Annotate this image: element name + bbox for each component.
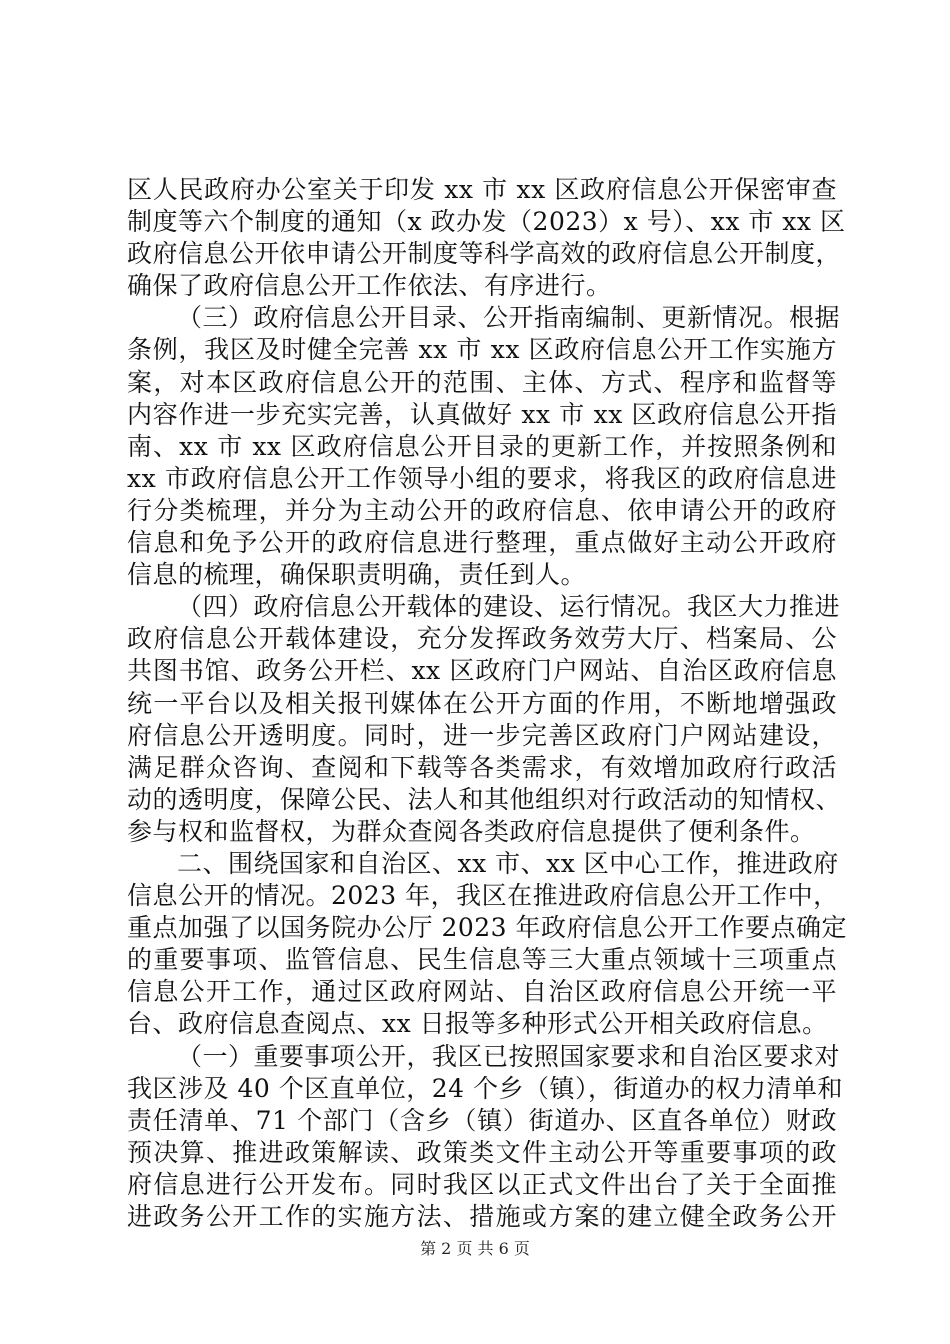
text-line: 南、xx 市 xx 区政府信息公开目录的更新工作，并按照条例和 [127,431,837,461]
text-line: （三）政府信息公开目录、公开指南编制、更新情况。根据 [177,303,841,333]
text-line: 政府信息公开载体建设，充分发挥政务效劳大厅、档案局、公 [127,624,837,654]
text-line: 重点加强了以国务院办公厅 2023 年政府信息公开工作要点确定 [127,913,848,943]
text-line: 府信息公开透明度。同时，进一步完善区政府门户网站建设， [127,720,837,750]
text-line: 行分类梳理，并分为主动公开的政府信息、依申请公开的政府 [127,495,837,525]
text-line: 动的透明度，保障公民、法人和其他组织对行政活动的知情权、 [127,784,842,814]
text-line: 案，对本区政府信息公开的范围、主体、方式、程序和监督等 [127,367,837,397]
text-line: xx 市政府信息公开工作领导小组的要求，将我区的政府信息进 [127,463,837,493]
text-line: 统一平台以及相关报刊媒体在公开方面的作用，不断地增强政 [127,688,837,718]
text-line: 预决算、推进政策解读、政策类文件主动公开等重要事项的政 [127,1137,837,1167]
text-line: 信息公开的情况。2023 年，我区在推进政府信息公开工作中， [127,881,839,911]
text-line: 信息的梳理，确保职责明确，责任到人。 [127,560,587,590]
page-number-label: 第 2 页 共 6 页 [420,1239,530,1258]
text-line: 进政务公开工作的实施方法、措施或方案的建立健全政务公开 [127,1202,837,1231]
document-body [127,174,848,1233]
text-line: 台、政府信息查阅点、xx 日报等多种形式公开相关政府信息。 [127,1009,828,1039]
text-line: 区人民政府办公室关于印发 xx 市 xx 区政府信息公开保密审查 [127,175,837,204]
text-line: 府信息进行公开发布。同时我区以正式文件出台了关于全面推 [127,1169,837,1199]
text-line: 责任清单、71 个部门（含乡（镇）街道办、区直各单位）财政 [127,1105,837,1135]
text-line: 共图书馆、政务公开栏、xx 区政府门户网站、自治区政府信息 [127,656,837,686]
text-line: 信息和免予公开的政府信息进行整理，重点做好主动公开政府 [127,528,837,558]
text-line: 二、围绕国家和自治区、xx 市、xx 区中心工作，推进政府 [177,848,839,878]
text-line: 我区涉及 40 个区直单位，24 个乡（镇），街道办的权力清单和 [127,1073,843,1103]
text-line: 参与权和监督权，为群众查阅各类政府信息提供了便利条件。 [127,816,816,846]
page-footer [0,1239,950,1259]
text-line: 的重要事项、监管信息、民生信息等三大重点领域十三项重点 [127,945,837,975]
text-line: 满足群众咨询、查阅和下载等各类需求，有效增加政府行政活 [127,752,837,782]
text-line: 政府信息公开依申请公开制度等科学高效的政府信息公开制度， [127,239,842,269]
text-line: 制度等六个制度的通知（x 政办发（2023）x 号）、xx 市 xx 区 [127,207,846,237]
text-line: 条例，我区及时健全完善 xx 市 xx 区政府信息公开工作实施方 [127,335,837,365]
text-line: （一）重要事项公开，我区已按照国家要求和自治区要求对 [177,1041,841,1071]
text-line: 信息公开工作，通过区政府网站、自治区政府信息公开统一平 [127,977,837,1007]
text-line: 内容作进一步充实完善，认真做好 xx 市 xx 区政府信息公开指 [127,399,837,429]
text-line: 确保了政府信息公开工作依法、有序进行。 [127,271,612,301]
text-line: （四）政府信息公开载体的建设、运行情况。我区大力推进 [177,592,841,622]
